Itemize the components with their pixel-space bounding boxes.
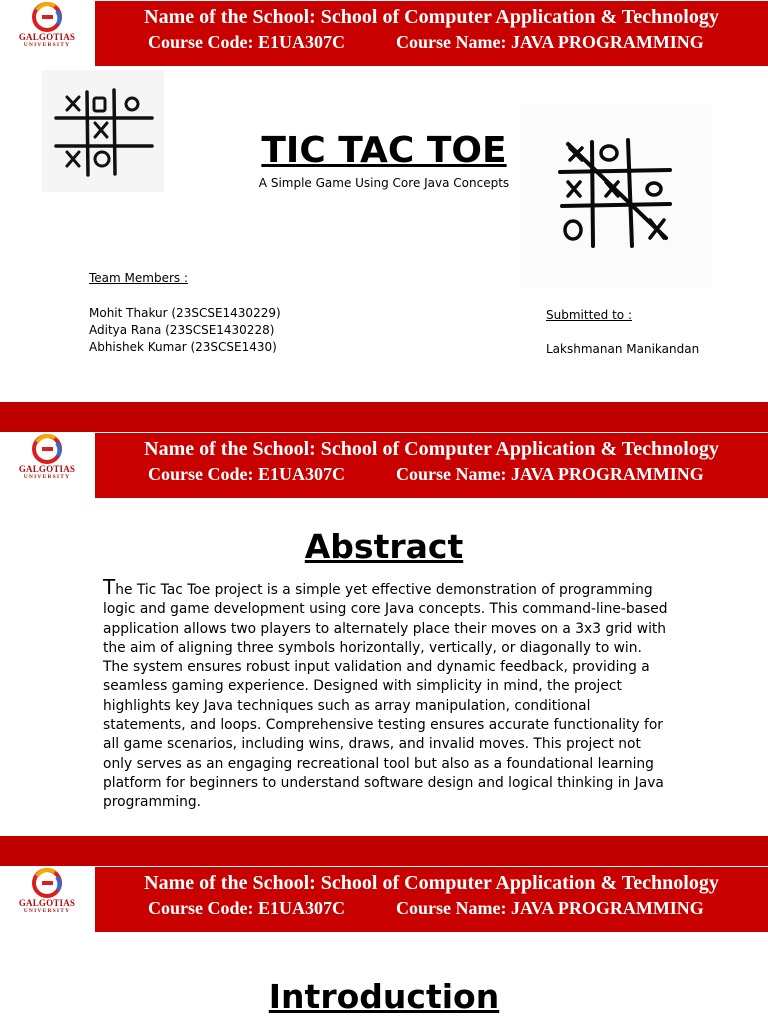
logo-subtitle: UNIVERSITY (23, 474, 71, 480)
presentation-title: TIC TAC TOE (261, 130, 507, 171)
team-member: Aditya Rana (23SCSE1430228) (89, 323, 275, 337)
galgotias-logo-icon (31, 434, 63, 464)
slide-header (0, 432, 768, 498)
university-logo (0, 866, 94, 932)
school-name: Name of the School: School of Computer Application & Technology (144, 438, 719, 460)
course-name: Course Name: JAVA PROGRAMMING (396, 32, 704, 52)
course-banner (95, 867, 768, 932)
title-slide (0, 0, 768, 402)
course-banner (95, 1, 768, 66)
abstract-text: he Tic Tac Toe project is a simple yet effective demonstration of programming logic and game development using core Java concepts. This command-line-based application allows two players to alternately place their moves on a 3x3 grid with the aim of aligning three symbols horizontally, vertically, or diagonally to win. The system ensures robust input validation and dynamic feedback, providing a seamless gaming experience. Designed with simplicity in mind, the project highlights key Java techniques such as array manipulation, conditional statements, and loops. Comprehensive testing ensures accurate functionality for all game scenarios, including wins, draws, and invalid moves. This project not only serves as an engaging recreational tool but also as a foundational learning platform for beginners to understand software design and logical thinking in Java programming. (103, 582, 668, 811)
slide-divider (0, 402, 768, 432)
team-members-label: Team Members : (89, 271, 188, 285)
course-code: Course Code: E1UA307C (148, 32, 345, 52)
school-name: Name of the School: School of Computer Application & Technology (144, 872, 719, 894)
introduction-heading: Introduction (268, 977, 500, 1016)
university-logo (0, 0, 94, 66)
logo-name: GALGOTIAS (18, 32, 76, 42)
course-code: Course Code: E1UA307C (148, 464, 345, 484)
logo-subtitle: UNIVERSITY (23, 908, 71, 914)
galgotias-logo-icon (31, 868, 63, 898)
team-member: Abhishek Kumar (23SCSE1430) (89, 340, 277, 354)
introduction-slide (0, 866, 768, 1024)
logo-subtitle: UNIVERSITY (23, 42, 71, 48)
drop-cap: T (103, 575, 116, 599)
abstract-slide (0, 432, 768, 836)
submitted-to-label: Submitted to : (546, 308, 632, 322)
course-name: Course Name: JAVA PROGRAMMING (396, 898, 704, 918)
university-logo (0, 432, 94, 498)
logo-name: GALGOTIAS (18, 898, 76, 908)
logo-name: GALGOTIAS (18, 464, 76, 474)
slide-header (0, 866, 768, 932)
slide-divider (0, 836, 768, 866)
abstract-paragraph (103, 575, 669, 813)
presentation-subtitle: A Simple Game Using Core Java Concepts (258, 176, 510, 190)
team-member: Mohit Thakur (23SCSE1430229) (89, 306, 281, 320)
course-banner (95, 433, 768, 498)
galgotias-logo-icon (31, 2, 63, 32)
course-code: Course Code: E1UA307C (148, 898, 345, 918)
slide-header (0, 0, 768, 66)
course-name: Course Name: JAVA PROGRAMMING (396, 464, 704, 484)
school-name: Name of the School: School of Computer Application & Technology (144, 6, 719, 28)
submitted-to-name: Lakshmanan Manikandan (546, 342, 700, 356)
abstract-heading: Abstract (304, 527, 464, 566)
